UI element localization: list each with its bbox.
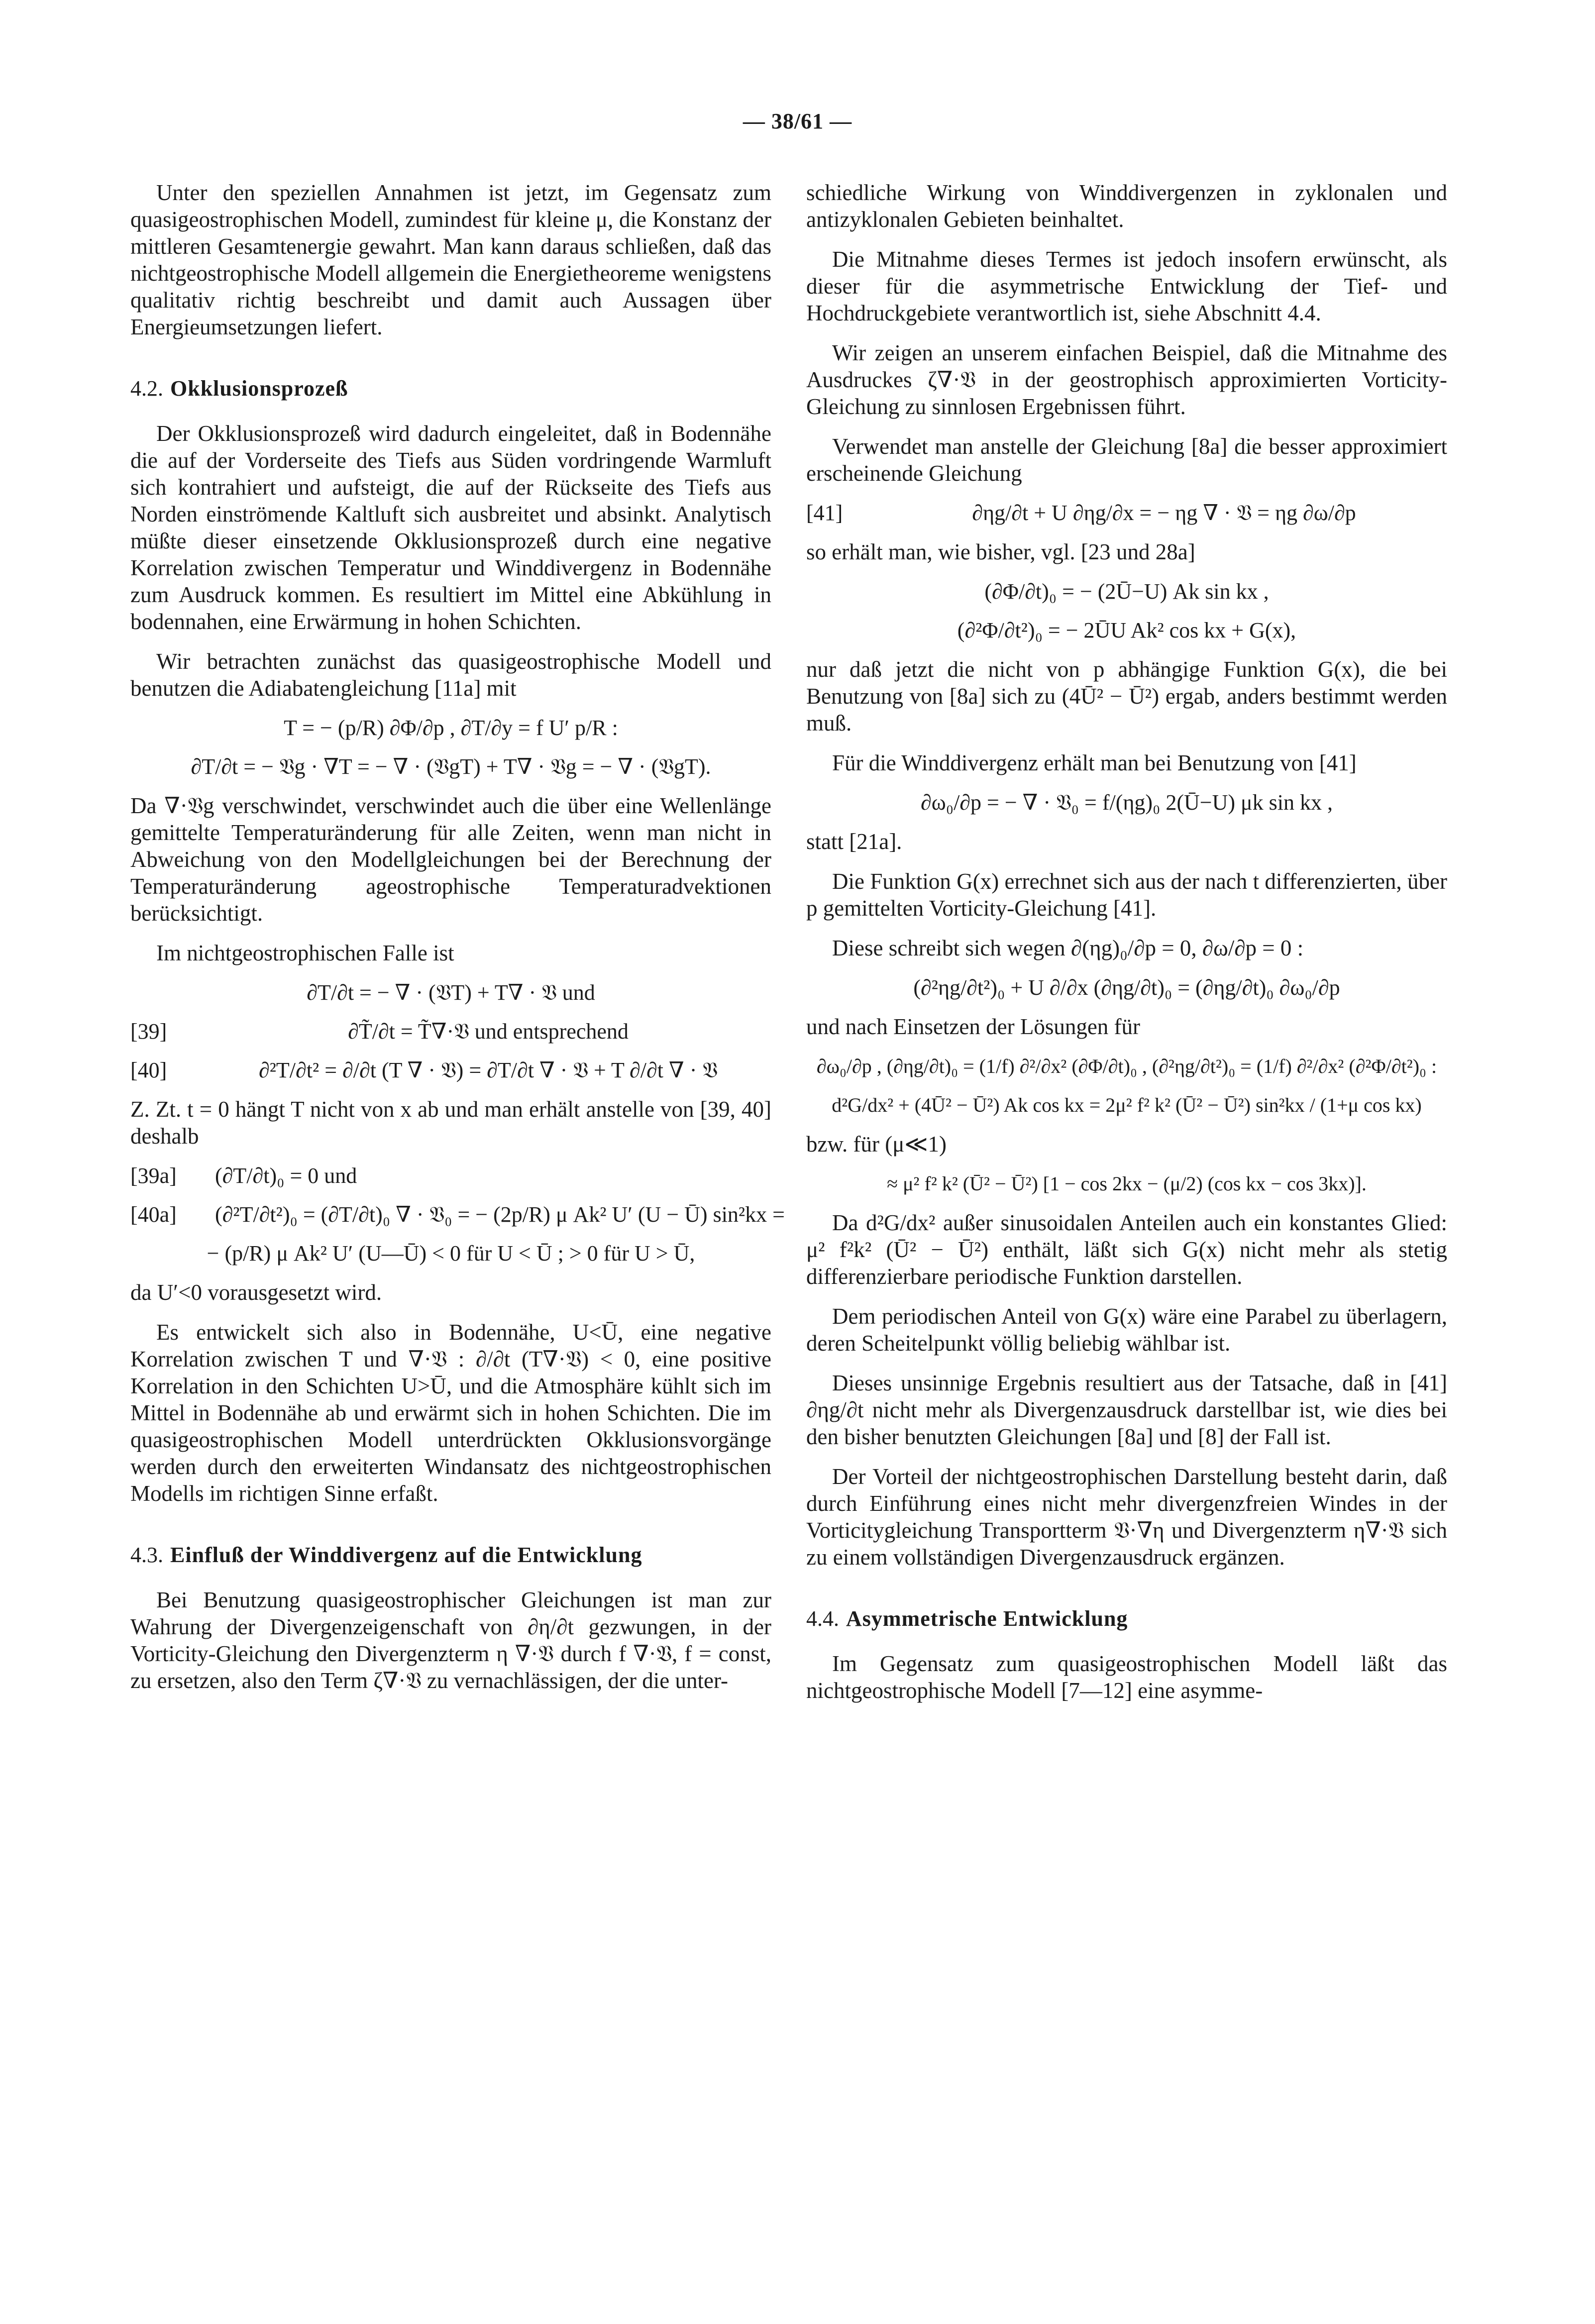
equation-body: ∂T/∂t = − 𝔙g · ∇T = − ∇ · (𝔙gT) + T∇ · 𝔙g = − ∇ · (𝔙gT). xyxy=(191,754,711,779)
section-number: 4.2. xyxy=(130,376,163,401)
equation-body: ≈ μ² f² k² (Ū² − Ū²) [1 − cos 2kx − (μ/2) (cos kx − cos 3kx)]. xyxy=(887,1172,1367,1195)
equation-body: (∂T/∂t)₀ = 0 und xyxy=(215,1163,357,1188)
equation xyxy=(806,617,1447,644)
equation-body: ∂ω₀/∂p , (∂ηg/∂t)₀ = (1/f) ∂²/∂x² (∂Φ/∂t)₀ , (∂²ηg/∂t²)₀ = (1/f) ∂²/∂x² (∂²Φ/∂t²)₀ : xyxy=(816,1055,1437,1077)
section-heading-4-2 xyxy=(130,375,771,402)
equation xyxy=(130,753,771,780)
paragraph: Wir zeigen an unserem einfachen Beispiel, daß die Mitnahme des Ausdruckes ζ∇·𝔙 in der geostrophisch approximierten Vorticity-Gleichung zu sinnlosen Ergebnissen führt. xyxy=(806,340,1447,419)
paragraph: Da d²G/dx² außer sinusoidalen Anteilen auch ein konstantes Glied: μ² f²k² (Ū² − Ū²) enthält, läßt sich G(x) nicht mehr als stetig differenzierbare periodische Funktion darstellen. xyxy=(806,1210,1447,1289)
paragraph: Der Vorteil der nichtgeostrophischen Darstellung besteht darin, daß durch Einführung eines nicht mehr divergenzfreien Windes in der Vorticitygleichung Transportterm 𝔙·∇η und Divergenzterm η∇·𝔙 sich zu einem vollständigen Divergenzausdruck ergänzen. xyxy=(806,1464,1447,1570)
paragraph: schiedliche Wirkung von Winddivergenzen in zyklonalen und antizyklonalen Gebieten beinhaltet. xyxy=(806,180,1447,232)
paragraph: Im Gegensatz zum quasigeostrophischen Modell läßt das nichtgeostrophische Modell [7—12] eine asymme- xyxy=(806,1651,1447,1703)
page-number: — 38/61 — xyxy=(743,109,852,133)
equation-body: ∂ηg/∂t + U ∂ηg/∂x = − ηg ∇ · 𝔙 = ηg ∂ω/∂p xyxy=(972,501,1356,525)
section-heading-4-3 xyxy=(130,1542,771,1569)
equation-label: [39a] xyxy=(130,1163,177,1188)
paragraph: bzw. für (μ≪1) xyxy=(806,1132,947,1157)
paragraph: da U′<0 vorausgesetzt wird. xyxy=(130,1280,382,1305)
equation xyxy=(806,789,1447,816)
equation-39a xyxy=(130,1162,771,1189)
paragraph: Verwendet man anstelle der Gleichung [8a] die besser approximiert erscheinende Gleichung xyxy=(806,434,1447,486)
equation-body: ∂²T/∂t² = ∂/∂t (T ∇ · 𝔙) = ∂T/∂t ∇ · 𝔙 + T ∂/∂t ∇ · 𝔙 xyxy=(259,1058,718,1082)
paragraph: und nach Einsetzen der Lösungen für xyxy=(806,1014,1141,1039)
equation-body: ∂ω₀/∂p = − ∇ · 𝔙₀ = f/(ηg)₀ 2(Ū−U) μk sin kx , xyxy=(921,790,1333,815)
equation-body: ∂T̃/∂t = T̃∇·𝔙 und entsprechend xyxy=(348,1019,629,1044)
equation-body: T = − (p/R) ∂Φ/∂p , ∂T/∂y = f U′ p/R : xyxy=(284,716,618,740)
equation-body: ∂T/∂t = − ∇ · (𝔙T) + T∇ · 𝔙 und xyxy=(307,980,595,1005)
equation-label: [40a] xyxy=(130,1202,177,1227)
section-heading-4-4 xyxy=(806,1605,1447,1632)
paragraph: Diese schreibt sich wegen ∂(ηg)₀/∂p = 0, ∂ω/∂p = 0 : xyxy=(832,936,1304,960)
paragraph: Z. Zt. t = 0 hängt T nicht von x ab und man erhält anstelle von [39, 40] deshalb xyxy=(130,1097,771,1149)
paragraph: Dieses unsinnige Ergebnis resultiert aus der Tatsache, daß in [41] ∂ηg/∂t nicht mehr als Divergenzausdruck darstellbar ist, wie dies bei den bisher benutzten Gleichungen [8a] und [8] der Fall ist. xyxy=(806,1371,1447,1449)
paragraph: so erhält man, wie bisher, vgl. [23 und 28a] xyxy=(806,539,1195,564)
equation-label: [39] xyxy=(130,1019,167,1044)
equation xyxy=(806,1170,1447,1197)
equation-label: [40] xyxy=(130,1058,167,1082)
equation xyxy=(806,578,1447,605)
equation-body: (∂²T/∂t²)₀ = (∂T/∂t)₀ ∇ · 𝔙₀ = − (2p/R) μ Ak² U′ (U − Ū) sin²kx = xyxy=(215,1202,785,1227)
equation xyxy=(806,1053,1447,1080)
equation-39 xyxy=(130,1018,771,1045)
paragraph: Wir betrachten zunächst das quasigeostrophische Modell und benutzen die Adiabatengleichung [11a] mit xyxy=(130,649,771,701)
equation-label: [41] xyxy=(806,501,843,525)
equation-body: d²G/dx² + (4Ū² − Ū²) Ak cos kx = 2μ² f² k² (Ū² − Ū²) sin²kx / (1+μ cos kx) xyxy=(832,1094,1422,1116)
paragraph: Der Okklusionsprozeß wird dadurch eingeleitet, daß in Bodennähe die auf der Vorderseite des Tiefs aus Süden vordringende Warmluft sich kontrahiert und aufsteigt, die auf der Rückseite des Tiefs aus Norden einströmende Kaltluft sich ausbreitet und absinkt. Analytisch müßte dieser einsetzende Okklusionsprozeß durch eine negative Korrelation zwischen Temperatur und Winddivergenz in Bodennähe zum Ausdruck kommen. Es resultiert im Mittel eine Abkühlung in bodennahen, eine Erwärmung in hohen Schichten. xyxy=(130,421,771,634)
equation-body: (∂Φ/∂t)₀ = − (2Ū−U) Ak sin kx , xyxy=(984,579,1269,604)
equation-body: − (p/R) μ Ak² U′ (U—Ū) < 0 für U < Ū ; > 0 für U > Ū, xyxy=(207,1241,695,1266)
paragraph: statt [21a]. xyxy=(806,829,902,854)
paragraph: Für die Winddivergenz erhält man bei Benutzung von [41] xyxy=(832,750,1357,775)
equation-40a-continued xyxy=(130,1240,771,1267)
paragraph: Da ∇·𝔙g verschwindet, verschwindet auch die über eine Wellenlänge gemittelte Temperaturänderung für alle Zeiten, wenn man nicht in Abweichung von den Modellgleichungen bei der Berechnung der Temperaturänderung ageostrophische Temperaturadvektionen berücksichtigt. xyxy=(130,793,771,926)
paragraph: Die Funktion G(x) errechnet sich aus der nach t differenzierten, über p gemittelten Vorticity-Gleichung [41]. xyxy=(806,869,1447,921)
left-column xyxy=(130,179,785,1707)
equation xyxy=(130,979,771,1006)
equation-40a xyxy=(130,1201,785,1228)
equation-40 xyxy=(130,1057,771,1084)
paragraph: Unter den speziellen Annahmen ist jetzt, im Gegensatz zum quasigeostrophischen Modell, zumindest für kleine μ, die Konstanz der mittleren Gesamtenergie gewahrt. Man kann daraus schließen, daß das nichtgeostrophische Modell allgemein die Energietheoreme wenigstens qualitativ richtig beschreibt und damit auch Aussagen über Energieumsetzungen liefert. xyxy=(130,180,771,339)
equation-41 xyxy=(806,500,1447,527)
section-title: Asymmetrische Entwicklung xyxy=(846,1606,1128,1631)
right-column xyxy=(806,179,1447,1717)
equation xyxy=(130,715,771,741)
paragraph: Die Mitnahme dieses Termes ist jedoch insofern erwünscht, als dieser für die asymmetrische Entwicklung der Tief- und Hochdruckgebiete verantwortlich ist, siehe Abschnitt 4.4. xyxy=(806,247,1447,325)
equation-body: (∂²Φ/∂t²)₀ = − 2ŪU Ak² cos kx + G(x), xyxy=(957,618,1296,642)
equation xyxy=(806,1092,1447,1119)
paragraph: Im nichtgeostrophischen Falle ist xyxy=(156,941,454,965)
section-number: 4.3. xyxy=(130,1543,163,1567)
section-title: Einfluß der Winddivergenz auf die Entwicklung xyxy=(170,1543,642,1567)
paragraph: nur daß jetzt die nicht von p abhängige Funktion G(x), die bei Benutzung von [8a] sich zu (4Ū² − Ū²) ergab, anders bestimmt werden muß. xyxy=(806,657,1447,736)
section-number: 4.4. xyxy=(806,1606,839,1631)
equation xyxy=(806,974,1447,1001)
paragraph: Es entwickelt sich also in Bodennähe, U<Ū, eine negative Korrelation zwischen T und ∇·𝔙 : ∂/∂t (T∇·𝔙) < 0, eine positive Korrelation in den Schichten U>Ū, und die Atmosphäre kühlt sich im Mittel in Bodennähe ab und erwärmt sich in hohen Schichten. Die im quasigeostrophischen Modell unterdrückten Okklusionsvorgänge werden durch den erweiterten Windansatz des nichtgeostrophischen Modells im richtigen Sinne erfaßt. xyxy=(130,1320,771,1506)
paragraph: Bei Benutzung quasigeostrophischer Gleichungen ist man zur Wahrung der Divergenzeigenschaft von ∂η/∂t gezwungen, in der Vorticity-Gleichung den Divergenzterm η ∇·𝔙 durch f ∇·𝔙, f = const, zu ersetzen, also den Term ζ∇·𝔙 zu vernachlässigen, der die unter- xyxy=(130,1587,771,1693)
equation-body: (∂²ηg/∂t²)₀ + U ∂/∂x (∂ηg/∂t)₀ = (∂ηg/∂t)₀ ∂ω₀/∂p xyxy=(913,975,1340,1000)
paragraph: Dem periodischen Anteil von G(x) wäre eine Parabel zu überlagern, deren Scheitelpunkt völlig beliebig wählbar ist. xyxy=(806,1304,1447,1356)
section-title: Okklusionsprozeß xyxy=(170,376,348,401)
